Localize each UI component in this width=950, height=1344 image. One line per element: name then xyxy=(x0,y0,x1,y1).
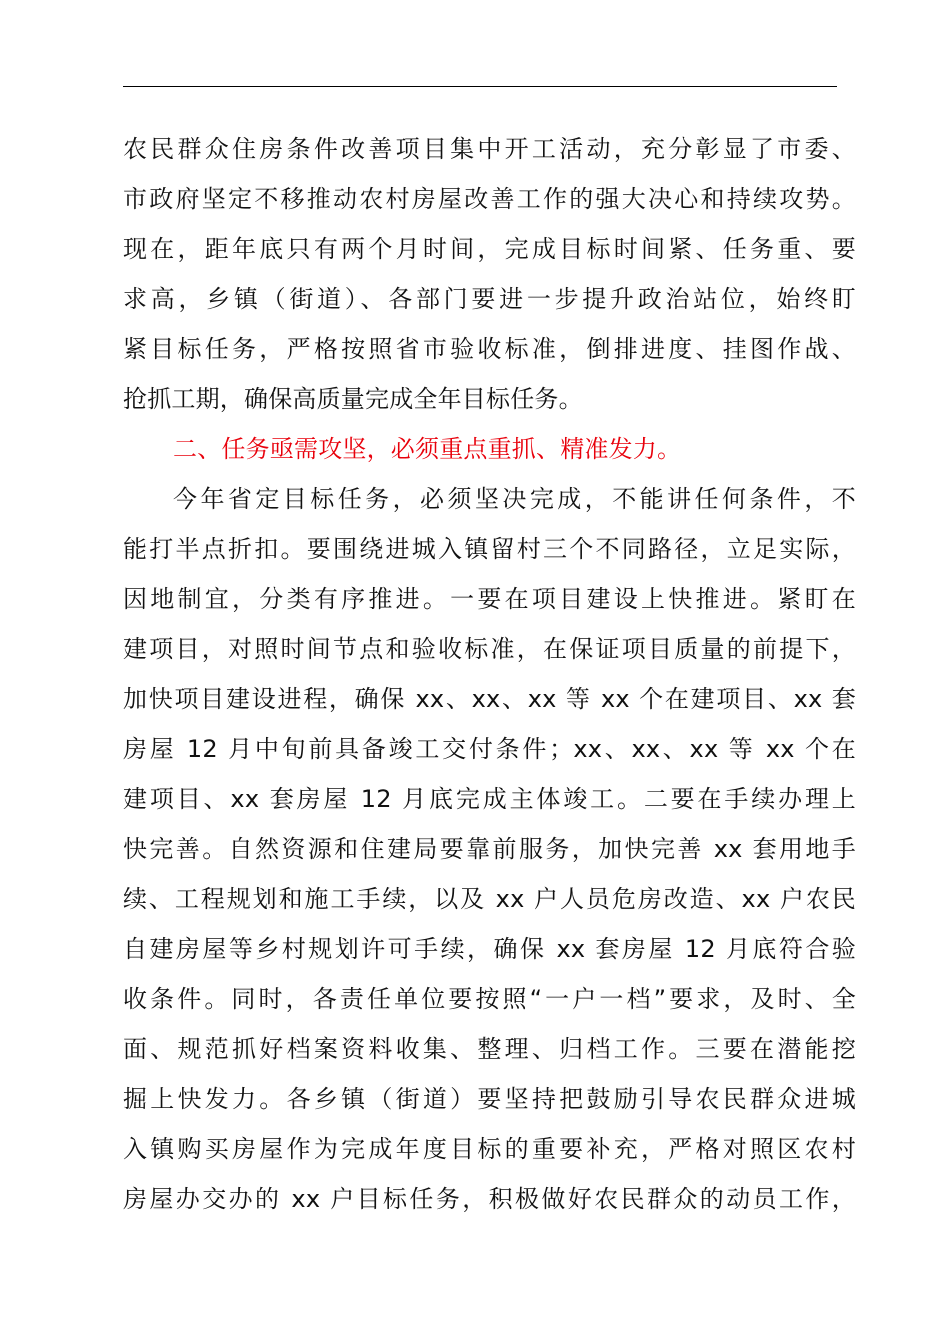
text-line: 快完善。自然资源和住建局要靠前服务，加快完善 xx 套用地手 xyxy=(123,835,856,863)
text-line: 续、工程规划和施工手续，以及 xx 户人员危房改造、xx 户农民 xyxy=(123,885,856,913)
text-line: 房屋 12 月中旬前具备竣工交付条件；xx、xx、xx 等 xx 个在 xyxy=(123,735,856,763)
text-line: 今年省定目标任务，必须坚决完成，不能讲任何条件，不 xyxy=(173,485,856,513)
text-line: 面、规范抓好档案资料收集、整理、归档工作。三要在潜能挖 xyxy=(123,1035,856,1063)
text-line: 求高，乡镇（街道）、各部门要进一步提升政治站位，始终盯 xyxy=(123,285,856,313)
text-line: 紧目标任务，严格按照省市验收标准，倒排进度、挂图作战、 xyxy=(123,335,856,363)
text-line: 收条件。同时，各责任单位要按照“一户一档”要求，及时、全 xyxy=(123,985,856,1013)
text-line: 市政府坚定不移推动农村房屋改善工作的强大决心和持续攻势。 xyxy=(123,185,856,213)
text-line: 农民群众住房条件改善项目集中开工活动，充分彰显了市委、 xyxy=(123,135,856,163)
text-line: 自建房屋等乡村规划许可手续，确保 xx 套房屋 12 月底符合验 xyxy=(123,935,856,963)
text-line: 入镇购买房屋作为完成年度目标的重要补充，严格对照区农村 xyxy=(123,1135,856,1163)
text-line: 加快项目建设进程，确保 xx、xx、xx 等 xx 个在建项目、xx 套 xyxy=(123,685,856,713)
paragraph xyxy=(123,124,863,424)
document-body xyxy=(123,124,863,1224)
text-line: 现在，距年底只有两个月时间，完成目标时间紧、任务重、要 xyxy=(123,235,856,263)
text-line: 建项目、xx 套房屋 12 月底完成主体竣工。二要在手续办理上 xyxy=(123,785,856,813)
header-rule xyxy=(123,86,837,87)
paragraph xyxy=(123,474,863,1224)
text-line: 能打半点折扣。要围绕进城入镇留村三个不同路径，立足实际， xyxy=(123,535,856,563)
text-line: 因地制宜，分类有序推进。一要在项目建设上快推进。紧盯在 xyxy=(123,585,856,613)
section-heading: 二、任务亟需攻坚，必须重点重抓、精准发力。 xyxy=(173,435,682,463)
text-line: 房屋办交办的 xx 户目标任务，积极做好农民群众的动员工作， xyxy=(123,1185,856,1213)
text-line: 掘上快发力。各乡镇（街道）要坚持把鼓励引导农民群众进城 xyxy=(123,1085,856,1113)
text-line: 抢抓工期，确保高质量完成全年目标任务。 xyxy=(123,385,583,413)
text-line: 建项目，对照时间节点和验收标准，在保证项目质量的前提下， xyxy=(123,635,856,663)
